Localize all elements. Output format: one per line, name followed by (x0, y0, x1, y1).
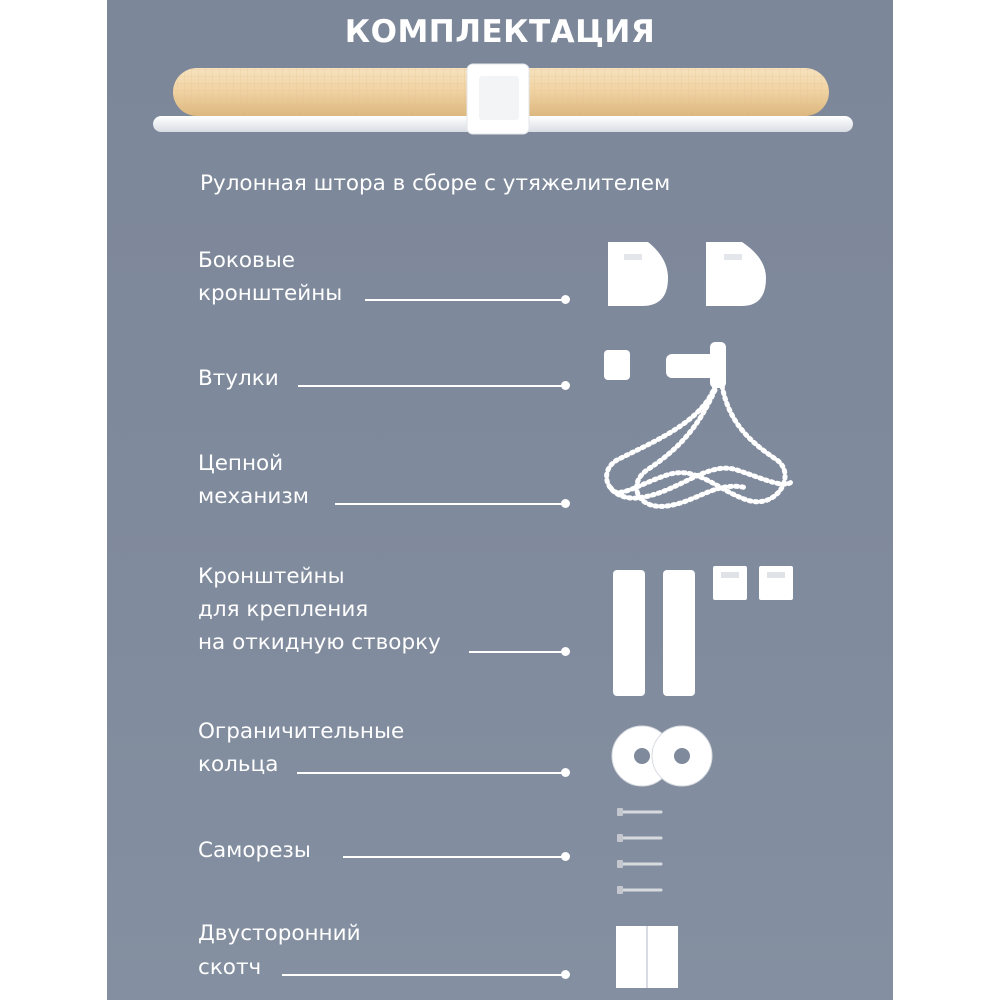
item-label-chain-2: механизм (198, 484, 310, 509)
tilt-sash-brackets-icon (607, 564, 802, 700)
screws-icon (615, 804, 665, 900)
leader-line (335, 503, 565, 505)
roller-blind-image (149, 62, 859, 142)
item-label-bushings: Втулки (198, 366, 279, 391)
chain-mechanism-icon (597, 380, 797, 520)
item-label-tape-2: скотч (198, 955, 262, 980)
limit-rings-icon (610, 724, 720, 788)
equipment-panel (107, 0, 893, 1000)
leader-line (365, 299, 565, 301)
side-brackets-icon (602, 240, 772, 310)
item-label-sash-1: Кронштейны (198, 564, 345, 589)
leader-dot (561, 381, 570, 390)
item-label-tape-1: Двусторонний (198, 921, 361, 946)
leader-line (282, 974, 565, 976)
item-label-side-brackets-1: Боковые (198, 248, 295, 273)
item-label-sash-2: для крепления (198, 597, 369, 622)
leader-dot (561, 768, 570, 777)
leader-dot (561, 295, 570, 304)
leader-dot (561, 852, 570, 861)
item-label-rings-1: Ограничительные (198, 719, 405, 744)
leader-line (297, 772, 565, 774)
leader-line (343, 856, 565, 858)
item-label-side-brackets-2: кронштейны (198, 281, 343, 306)
leader-dot (561, 499, 570, 508)
page-title: КОМПЛЕКТАЦИЯ (344, 14, 656, 50)
leader-line (469, 651, 565, 653)
double-sided-tape-icon (614, 924, 680, 990)
item-label-screws: Саморезы (198, 838, 311, 863)
roller-blind-caption: Рулонная штора в сборе с утяжелителем (200, 171, 671, 196)
item-label-rings-2: кольца (198, 752, 279, 777)
item-label-sash-3: на откидную створку (198, 630, 441, 655)
leader-dot (561, 970, 570, 979)
leader-line (298, 385, 565, 387)
item-label-chain-1: Цепной (198, 451, 284, 476)
leader-dot (561, 647, 570, 656)
